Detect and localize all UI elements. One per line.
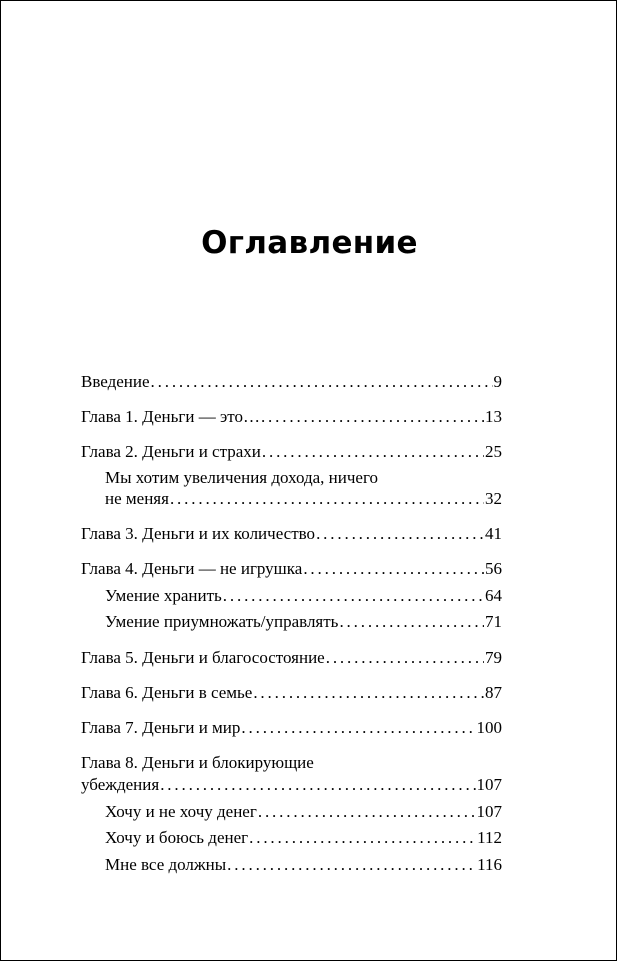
toc-entry-section-want-fear[interactable]: [105, 827, 502, 849]
toc-leader-dots: [151, 371, 493, 393]
toc-page-number: 25: [485, 442, 502, 461]
toc-page-number: 100: [476, 718, 502, 737]
toc-page-number: 9: [493, 372, 502, 391]
toc-entry-section-income[interactable]: [105, 488, 502, 510]
toc-page-number: 56: [485, 559, 502, 578]
toc-leader-dots: [223, 585, 484, 607]
toc-entry-section-manage[interactable]: [105, 611, 502, 633]
toc-entry-section-owe-me[interactable]: [105, 854, 502, 876]
toc-leader-dots: [258, 801, 476, 823]
toc-leader-dots: [326, 647, 484, 669]
toc-leader-dots: [249, 827, 476, 849]
toc-entry-introduction[interactable]: [81, 371, 502, 393]
toc-entry-title: Введение: [81, 372, 150, 391]
toc-page-number: 41: [485, 524, 502, 543]
toc-leader-dots: [316, 523, 484, 545]
toc-page-number: 116: [477, 855, 502, 874]
toc-entry-title: Хочу и не хочу денег: [105, 802, 257, 821]
toc-entry-chapter-8[interactable]: [81, 774, 502, 796]
toc-leader-dots: [160, 774, 475, 796]
toc-entry-section-store[interactable]: [105, 585, 502, 607]
toc-page-number: 107: [476, 802, 502, 821]
toc-entry-title-continued: убеждения: [81, 775, 160, 794]
toc-page-number: 64: [485, 586, 502, 605]
toc-entry-chapter-8-line1[interactable]: [81, 752, 502, 774]
table-of-contents: [81, 1, 502, 962]
toc-leader-dots: [262, 441, 484, 463]
toc-page-number: 79: [485, 648, 502, 667]
toc-entry-chapter-7[interactable]: [81, 717, 502, 739]
toc-leader-dots: [241, 717, 475, 739]
toc-leader-dots: [261, 406, 484, 428]
toc-page-number: 107: [476, 775, 502, 794]
toc-entry-chapter-2[interactable]: [81, 441, 502, 463]
page-title: Оглавление: [201, 225, 418, 261]
toc-entry-section-income-line1[interactable]: [105, 467, 502, 489]
toc-entry-title: Хочу и боюсь денег: [105, 828, 249, 847]
toc-entry-title: Глава 5. Деньги и благосостояние: [81, 648, 325, 667]
toc-page-number: 32: [485, 489, 502, 508]
toc-entry-title-continued: не меняя: [105, 489, 169, 508]
toc-entry-title: Глава 2. Деньги и страхи: [81, 442, 261, 461]
toc-entry-title: Глава 4. Деньги — не игрушка: [81, 559, 303, 578]
toc-entry-title: Глава 7. Деньги и мир: [81, 718, 241, 737]
toc-entry-chapter-4[interactable]: [81, 558, 502, 580]
toc-page-number: 112: [477, 828, 502, 847]
toc-entry-chapter-3[interactable]: [81, 523, 502, 545]
toc-leader-dots: [253, 682, 484, 704]
toc-entry-title: Глава 3. Деньги и их количество: [81, 524, 316, 543]
toc-entry-title: Глава 1. Деньги — это…: [81, 407, 260, 426]
toc-leader-dots: [170, 488, 484, 510]
toc-page-number: 13: [485, 407, 502, 426]
toc-leader-dots: [303, 558, 484, 580]
toc-entry-section-want-not-want[interactable]: [105, 801, 502, 823]
toc-entry-chapter-5[interactable]: [81, 647, 502, 669]
toc-leader-dots: [227, 854, 476, 876]
toc-page-number: 71: [485, 612, 502, 631]
toc-entry-title: Глава 6. Деньги в семье: [81, 683, 253, 702]
toc-entry-title: Умение приумножать/управлять: [105, 612, 339, 631]
toc-entry-title: Мы хотим увеличения дохода, ничего: [105, 468, 378, 487]
toc-leader-dots: [339, 611, 484, 633]
toc-entry-title: Глава 8. Деньги и блокирующие: [81, 753, 314, 772]
toc-entry-title: Умение хранить: [105, 586, 222, 605]
toc-entry-title: Мне все должны: [105, 855, 227, 874]
toc-entry-chapter-6[interactable]: [81, 682, 502, 704]
toc-entry-chapter-1[interactable]: [81, 406, 502, 428]
toc-page-number: 87: [485, 683, 502, 702]
